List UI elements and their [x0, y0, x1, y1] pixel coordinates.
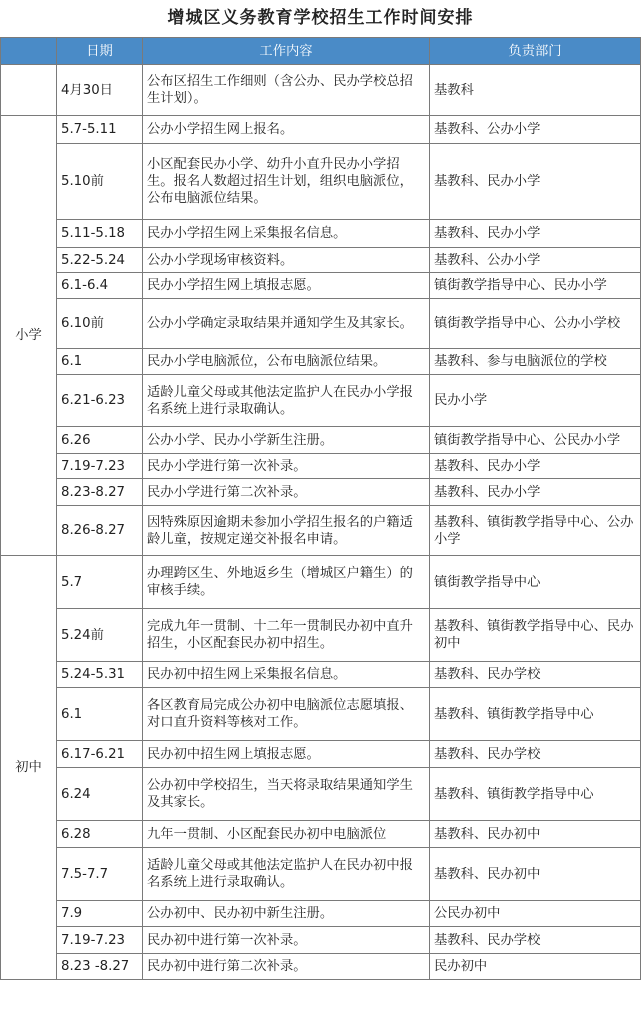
content-cell: 公办初中、民办初中新生注册。 [143, 901, 430, 927]
content-cell: 适龄儿童父母或其他法定监护人在民办初中报名系统上进行录取确认。 [143, 848, 430, 901]
table-row [1, 609, 641, 662]
header-category [1, 38, 57, 65]
dept-cell: 基教科、民办小学 [430, 220, 641, 248]
table-row [1, 144, 641, 220]
dept-cell: 基教科、公办小学 [430, 248, 641, 273]
table-row [1, 427, 641, 454]
content-cell: 公办小学招生网上报名。 [143, 116, 430, 144]
date-cell: 6.1-6.4 [57, 273, 143, 299]
content-cell: 民办初中进行第二次补录。 [143, 954, 430, 980]
content-cell: 适龄儿童父母或其他法定监护人在民办小学报名系统上进行录取确认。 [143, 375, 430, 427]
table-row [1, 688, 641, 741]
table-header-row [1, 38, 641, 65]
dept-cell: 基教科、民办小学 [430, 454, 641, 479]
category-cell [1, 65, 57, 116]
table-row [1, 506, 641, 556]
table-row [1, 556, 641, 609]
dept-cell: 基教科、公办小学 [430, 116, 641, 144]
dept-cell: 基教科、民办学校 [430, 741, 641, 768]
date-cell: 8.23 -8.27 [57, 954, 143, 980]
dept-cell: 基教科、民办学校 [430, 662, 641, 688]
content-cell: 民办小学进行第一次补录。 [143, 454, 430, 479]
dept-cell: 公民办初中 [430, 901, 641, 927]
content-cell: 公布区招生工作细则（含公办、民办学校总招生计划）。 [143, 65, 430, 116]
date-cell: 6.10前 [57, 299, 143, 349]
content-cell: 完成九年一贯制、十二年一贯制民办初中直升招生，小区配套民办初中招生。 [143, 609, 430, 662]
category-cell: 初中 [1, 556, 57, 980]
date-cell: 4月30日 [57, 65, 143, 116]
date-cell: 5.22-5.24 [57, 248, 143, 273]
table-row [1, 662, 641, 688]
table-row [1, 768, 641, 821]
date-cell: 6.1 [57, 349, 143, 375]
date-cell: 5.11-5.18 [57, 220, 143, 248]
dept-cell: 基教科、镇街教学指导中心 [430, 768, 641, 821]
table-row [1, 116, 641, 144]
dept-cell: 基教科、镇街教学指导中心、公办小学 [430, 506, 641, 556]
date-cell: 6.1 [57, 688, 143, 741]
date-cell: 7.5-7.7 [57, 848, 143, 901]
dept-cell: 基教科、民办小学 [430, 479, 641, 506]
table-row [1, 349, 641, 375]
dept-cell: 基教科、镇街教学指导中心 [430, 688, 641, 741]
date-cell: 5.24-5.31 [57, 662, 143, 688]
date-cell: 8.23-8.27 [57, 479, 143, 506]
content-cell: 公办小学、民办小学新生注册。 [143, 427, 430, 454]
content-cell: 民办小学招生网上采集报名信息。 [143, 220, 430, 248]
dept-cell: 民办初中 [430, 954, 641, 980]
content-cell: 因特殊原因逾期未参加小学招生报名的户籍适龄儿童，按规定递交补报名申请。 [143, 506, 430, 556]
date-cell: 6.24 [57, 768, 143, 821]
dept-cell: 基教科、民办小学 [430, 144, 641, 220]
dept-cell: 镇街教学指导中心 [430, 556, 641, 609]
dept-cell: 镇街教学指导中心、公民办小学 [430, 427, 641, 454]
table-row [1, 901, 641, 927]
table-row [1, 848, 641, 901]
table-body [1, 65, 641, 980]
table-row [1, 375, 641, 427]
content-cell: 民办小学电脑派位，公布电脑派位结果。 [143, 349, 430, 375]
dept-cell: 镇街教学指导中心、民办小学 [430, 273, 641, 299]
date-cell: 6.26 [57, 427, 143, 454]
date-cell: 8.26-8.27 [57, 506, 143, 556]
date-cell: 7.19-7.23 [57, 927, 143, 954]
content-cell: 公办小学确定录取结果并通知学生及其家长。 [143, 299, 430, 349]
dept-cell: 基教科、镇街教学指导中心、民办初中 [430, 609, 641, 662]
page-title: 增城区义务教育学校招生工作时间安排 [167, 8, 474, 28]
content-cell: 民办小学招生网上填报志愿。 [143, 273, 430, 299]
schedule-table [0, 37, 641, 980]
header-content: 工作内容 [143, 38, 430, 65]
content-cell: 公办小学现场审核资料。 [143, 248, 430, 273]
date-cell: 7.19-7.23 [57, 454, 143, 479]
dept-cell: 民办小学 [430, 375, 641, 427]
table-row [1, 65, 641, 116]
header-date: 日期 [57, 38, 143, 65]
content-cell: 民办初中招生网上采集报名信息。 [143, 662, 430, 688]
date-cell: 7.9 [57, 901, 143, 927]
content-cell: 九年一贯制、小区配套民办初中电脑派位 [143, 821, 430, 848]
date-cell: 5.7-5.11 [57, 116, 143, 144]
date-cell: 5.24前 [57, 609, 143, 662]
date-cell: 5.10前 [57, 144, 143, 220]
header-dept: 负责部门 [430, 38, 641, 65]
content-cell: 民办小学进行第二次补录。 [143, 479, 430, 506]
content-cell: 民办初中招生网上填报志愿。 [143, 741, 430, 768]
table-row [1, 954, 641, 980]
table-row [1, 479, 641, 506]
table-row [1, 741, 641, 768]
table-row [1, 248, 641, 273]
content-cell: 小区配套民办小学、幼升小直升民办小学招生。报名人数超过招生计划，组织电脑派位，公布电脑派位结果。 [143, 144, 430, 220]
table-row [1, 927, 641, 954]
table-row [1, 454, 641, 479]
table-row [1, 220, 641, 248]
dept-cell: 基教科、民办初中 [430, 848, 641, 901]
dept-cell: 基教科、参与电脑派位的学校 [430, 349, 641, 375]
date-cell: 5.7 [57, 556, 143, 609]
content-cell: 办理跨区生、外地返乡生（增城区户籍生）的审核手续。 [143, 556, 430, 609]
dept-cell: 基教科、民办学校 [430, 927, 641, 954]
table-row [1, 821, 641, 848]
dept-cell: 基教科、民办初中 [430, 821, 641, 848]
content-cell: 公办初中学校招生，当天将录取结果通知学生及其家长。 [143, 768, 430, 821]
dept-cell: 基教科 [430, 65, 641, 116]
content-cell: 各区教育局完成公办初中电脑派位志愿填报、对口直升资料等核对工作。 [143, 688, 430, 741]
category-cell: 小学 [1, 116, 57, 556]
date-cell: 6.17-6.21 [57, 741, 143, 768]
date-cell: 6.28 [57, 821, 143, 848]
table-row [1, 299, 641, 349]
content-cell: 民办初中进行第一次补录。 [143, 927, 430, 954]
dept-cell: 镇街教学指导中心、公办小学校 [430, 299, 641, 349]
date-cell: 6.21-6.23 [57, 375, 143, 427]
table-row [1, 273, 641, 299]
